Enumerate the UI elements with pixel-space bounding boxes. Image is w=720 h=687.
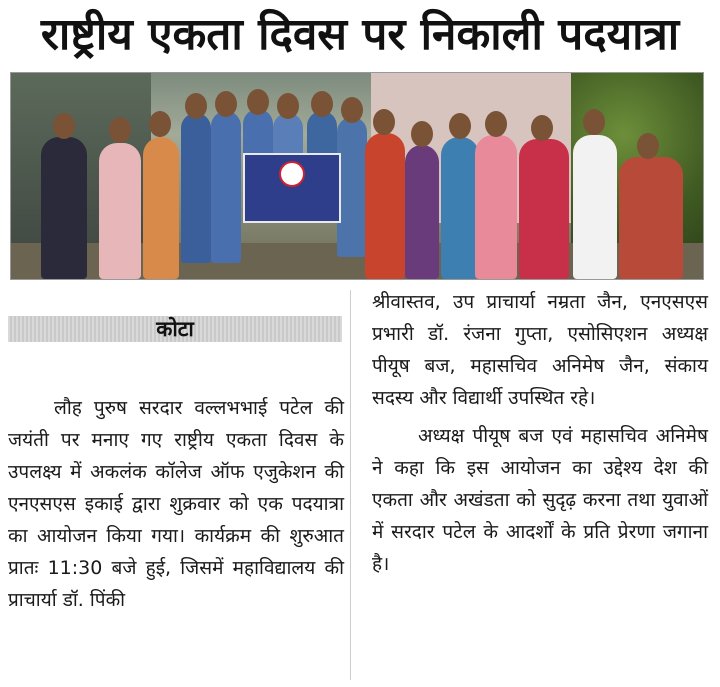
person-head [411,121,433,147]
person-head [247,89,269,115]
person-figure [573,135,617,279]
person-figure [619,157,683,279]
person-head [149,111,171,137]
person-head [341,97,363,123]
person-head [531,115,553,141]
news-photo [10,72,704,280]
person-head [583,109,605,135]
person-head [373,109,395,135]
right-paragraph-2: अध्यक्ष पीयूष बज एवं महासचिव अनिमेष ने कहा कि इस आयोजन का उद्देश्य देश की एकता और अखंडता को सुदृढ़ करना तथा युवाओं में सरदार पटेल के आदर्शों के प्रति प्रेरणा जगाना है। [372,425,708,575]
person-head [449,113,471,139]
person-head [277,93,299,119]
column-divider [350,290,351,680]
person-figure [405,145,439,279]
person-head [53,113,75,139]
person-figure [143,137,179,279]
banner-logo-icon [279,161,305,187]
right-column [372,286,708,580]
person-figure [99,143,141,279]
dateline-tag: कोटा [8,316,342,342]
ngo-banner [243,153,341,223]
person-head [637,133,659,159]
person-figure [41,137,87,279]
person-figure [337,117,367,257]
left-column [8,392,344,616]
left-paragraph: लौह पुरुष सरदार वल्लभभाई पटेल की जयंती पर मनाए गए राष्ट्रीय एकता दिवस के उपलक्ष्य में अकलंक कॉलेज ऑफ एजुकेशन की एनएसएस इकाई द्वारा शुक्रवार को एक पदयात्रा का आयोजन किया गया। कार्यक्रम की शुरुआत प्रातः 11:30 बजे हुई, जिसमें महाविद्यालय की प्राचार्या डॉ. पिंकी [8,397,344,611]
person-figure [475,135,517,279]
person-figure [441,137,479,279]
person-head [185,93,207,119]
person-head [109,117,131,143]
person-figure [365,133,405,279]
person-figure [181,113,211,263]
person-head [485,111,507,137]
person-head [311,91,333,117]
headline: राष्ट्रीय एकता दिवस पर निकाली पदयात्रा [40,9,680,60]
person-figure [519,139,569,279]
right-paragraph-1: श्रीवास्तव, उप प्राचार्या नम्रता जैन, एनएसएस प्रभारी डॉ. रंजना गुप्ता, एसोसिएशन अध्यक्ष पीयूष बज, महासचिव अनिमेष जैन, संकाय सदस्य और विद्यार्थी उपस्थित रहे। [372,291,708,409]
person-figure [211,111,241,263]
person-head [215,91,237,117]
